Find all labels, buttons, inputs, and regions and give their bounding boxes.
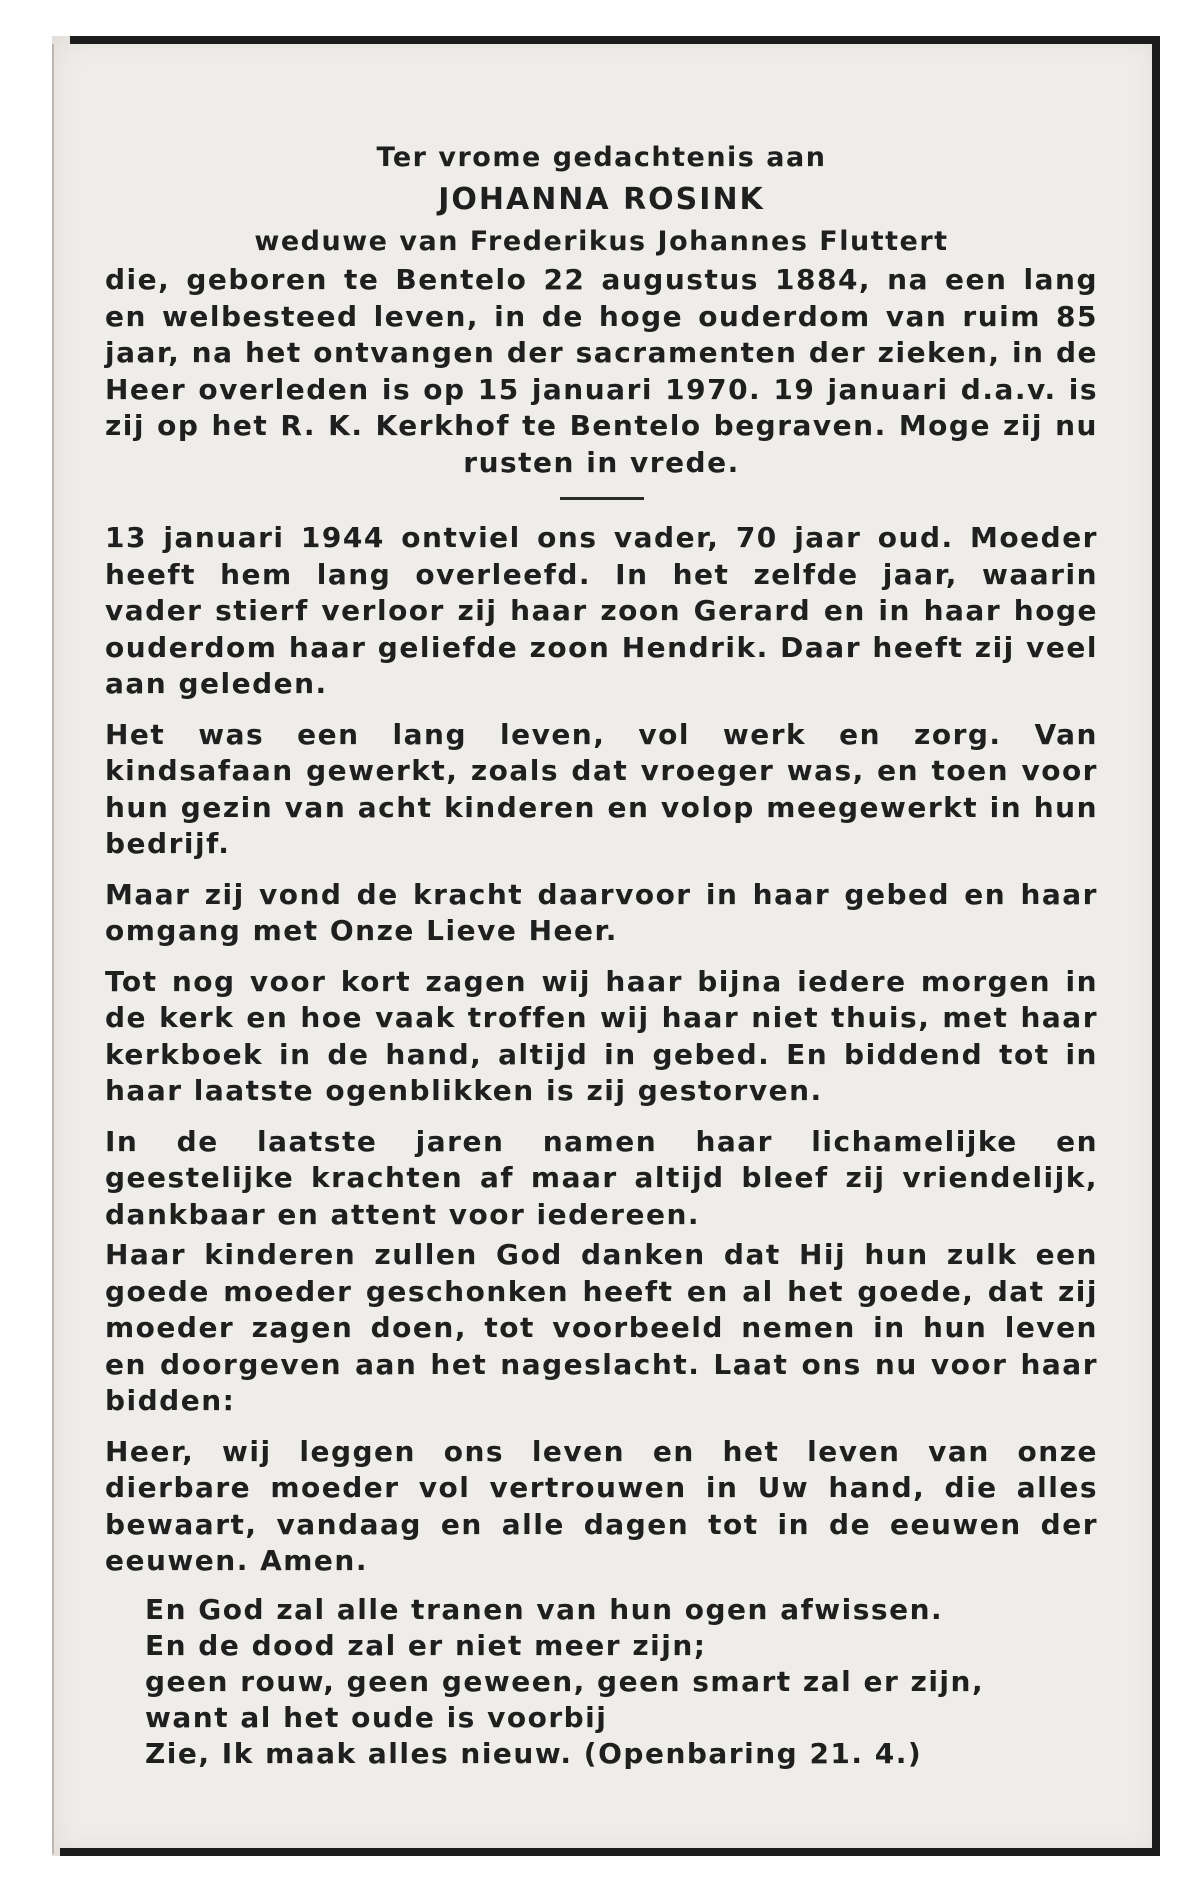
paragraph-strength: Maar zij vond de kracht daarvoor in haar gebed en haar omgang met Onze Lieve Heer. bbox=[105, 877, 1098, 947]
verse-line: En God zal alle tranen van hun ogen afwissen. bbox=[145, 1592, 944, 1626]
paragraph-church: Tot nog voor kort zagen wij haar bijna iedere morgen in de kerk en hoe vaak troffen wij haar niet thuis, met haar kerkboek in de hand, altijd in gebed. En biddend tot in haar laatste ogenblikken is zij gestorven. bbox=[105, 964, 1098, 1107]
paragraph-last-years: In de laatste jaren namen haar lichamelijke en geestelijke krachten af maar altijd bleef zij vriendelijk, dankbaar en attent voor iedereen. bbox=[105, 1124, 1098, 1231]
deceased-name: JOHANNA ROSINK bbox=[438, 182, 765, 217]
card-bottom-edge bbox=[60, 1848, 1160, 1856]
paragraph-father: 13 januari 1944 ontviel ons vader, 70 jaar oud. Moeder heeft hem lang overleefd. In het zelfde jaar, waarin vader stierf verloor zij haar zoon Gerard en in haar hoge ouderdom haar geliefde zoon Hendrik. Daar heeft zij veel aan geleden. bbox=[105, 521, 1098, 700]
scripture-verse bbox=[145, 1592, 1098, 1772]
verse-line: geen rouw, geen geween, geen smart zal er zijn, bbox=[145, 1664, 985, 1698]
heading: Ter vrome gedachtenis aan bbox=[376, 142, 827, 173]
verse-line: En de dood zal er niet meer zijn; bbox=[145, 1628, 707, 1662]
widow-prefix: weduwe van bbox=[254, 226, 470, 257]
card-right-edge bbox=[1152, 40, 1160, 1856]
card-content bbox=[105, 138, 1098, 1772]
paragraph-life: Het was een lang leven, vol werk en zorg. Van kindsafaan gewerkt, zoals dat vroeger was, en toen voor hun gezin van acht kinderen en volop meegewerkt in hun bedrijf. bbox=[105, 717, 1098, 860]
paragraph-prayer: Heer, wij leggen ons leven en het leven van onze dierbare moeder vol vertrouwen in Uw hand, die alles bewaart, vandaag en alle dagen tot in de eeuwen der eeuwen. Amen. bbox=[105, 1434, 1098, 1577]
divider-rule bbox=[560, 497, 644, 500]
card-top-edge bbox=[70, 36, 1160, 44]
spouse-name: Frederikus Johannes Fluttert bbox=[469, 226, 949, 257]
intro-paragraph: die, geboren te Bentelo 22 augustus 1884, na een lang en welbesteed leven, in de hoge ouderdom van ruim 85 jaar, na het ontvangen der sacramenten der zieken, in de Heer overleden is op 15 januari 1970. 19 januari d.a.v. is zij op het R. K. Kerkhof te Bentelo begraven. Moge zij nu rusten in vrede. bbox=[105, 263, 1098, 479]
verse-line: want al het oude is voorbij bbox=[145, 1700, 608, 1734]
paragraph-children: Haar kinderen zullen God danken dat Hij hun zulk een goede moeder geschonken heeft en al het goede, dat zij moeder zagen doen, tot voorbeeld nemen in hun leven en doorgeven aan het nageslacht. Laat ons nu voor haar bidden: bbox=[105, 1238, 1098, 1417]
card-left-edge bbox=[52, 44, 54, 1854]
verse-line: Zie, Ik maak alles nieuw. (Openbaring 21. 4.) bbox=[145, 1736, 923, 1770]
widow-line bbox=[105, 222, 1098, 262]
